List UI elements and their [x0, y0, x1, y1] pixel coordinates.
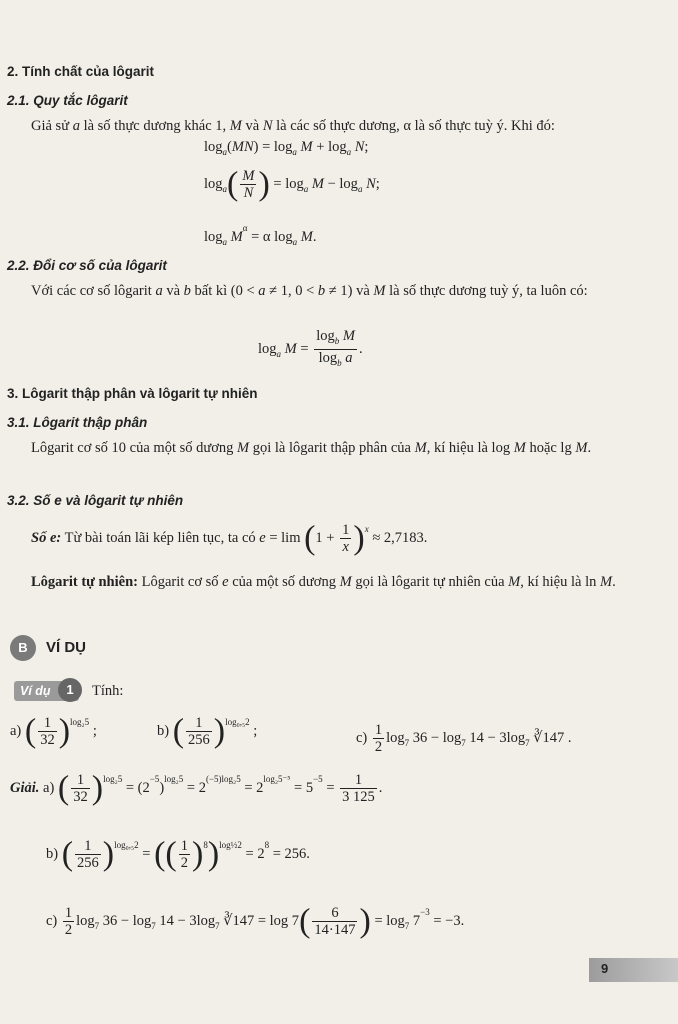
- section-3-1-title: 3.1. Lôgarit thập phân: [7, 415, 148, 430]
- solution-a: Giải. a) ( $\frac{1}{32}$ )$^{log_25} = (2^{-5})^{log_25} = 2^{(-5)log_25} = 2^{log_25^{-5}} = 5^{-5}$ = $\frac{1}{3 125}$ .: [10, 769, 383, 807]
- page-number-tab: [589, 958, 678, 982]
- section-3-2-title: 3.2. Số e và lôgarit tự nhiên: [7, 493, 184, 508]
- section-3-title: 3. Lôgarit thập phân và lôgarit tự nhiên: [7, 386, 258, 401]
- part-b-title: VÍ DỤ: [46, 639, 87, 656]
- example-prompt: Tính:: [92, 683, 124, 699]
- problem-b: b) ( $\frac{1}{256}$ )$^{log_0,_52}$ ;: [157, 712, 258, 750]
- example-tag: Ví dụ: [14, 681, 79, 701]
- formula-change-base: $\log_a M$ = $\frac{\log_b M}{\log_b a}$ .: [258, 328, 363, 368]
- formula-log-quotient: $\log_a$( $\frac{M}{N}$ ) = $\log_a M - \log_a N$;: [204, 165, 380, 203]
- section-2-2-intro: Với các cơ số lôgarit a và b bất kì (0 < a ≠ 1, 0 < b ≠ 1) và M là số thực dương tuỳ ý, ta luôn có:: [31, 283, 588, 299]
- solution-b: b) ( $\frac{1}{256}$ )$^{log_0,_52}$ = (( $\frac{1}{2}$ )$^8)^{log\frac{1}{2}2} = 2^8 = 256$.: [46, 835, 310, 873]
- natural-log-definition: Lôgarit tự nhiên: Lôgarit cơ số e của một số dương M gọi là lôgarit tự nhiên của M, kí hiệu là ln M.: [31, 574, 616, 590]
- example-number: 1: [58, 678, 82, 702]
- number-e-definition: Số e: Từ bài toán lãi kép liên tục, ta có e = lim (1 + $\frac{1}{x}$ )$^x$ ≈ 2,7183.: [31, 519, 428, 557]
- part-b-badge: B: [10, 635, 36, 661]
- problem-c: c) $\frac{1}{2}$ $\log_7 36 - \log_7 14 - 3\log_7$ ∛147 .: [356, 722, 572, 755]
- formula-log-power: $\log_a M^\alpha = \alpha$ $\log_a M$.: [204, 223, 317, 247]
- section-2-1-title: 2.1. Quy tắc lôgarit: [7, 93, 128, 108]
- section-2-1-intro: Giả sử a là số thực dương khác 1, M và N là các số thực dương, α là số thực tuỳ ý. Khi đó:: [31, 118, 555, 134]
- formula-log-product: $\log_a(MN) = \log_a M + \log_a N$;: [204, 139, 369, 157]
- section-2-title: 2. Tính chất của lôgarit: [7, 64, 155, 79]
- page-number: 9: [601, 961, 609, 976]
- section-3-1-text: Lôgarit cơ số 10 của một số dương M gọi là lôgarit thập phân của M, kí hiệu là log M hoặc lg M.: [31, 440, 592, 456]
- solution-c: c) $\frac{1}{2}$ $\log_7 36 - \log_7 14 - 3\log_7$ ∛147 = log 7( $\frac{6}{14\cdot 147}$ ) = $\log_7 7^{-3} = -3$.: [46, 902, 465, 940]
- problem-a: a) ( $\frac{1}{32}$ )$^{log_25}$ ;: [10, 712, 97, 750]
- section-2-2-title: 2.2. Đổi cơ số của lôgarit: [7, 258, 167, 273]
